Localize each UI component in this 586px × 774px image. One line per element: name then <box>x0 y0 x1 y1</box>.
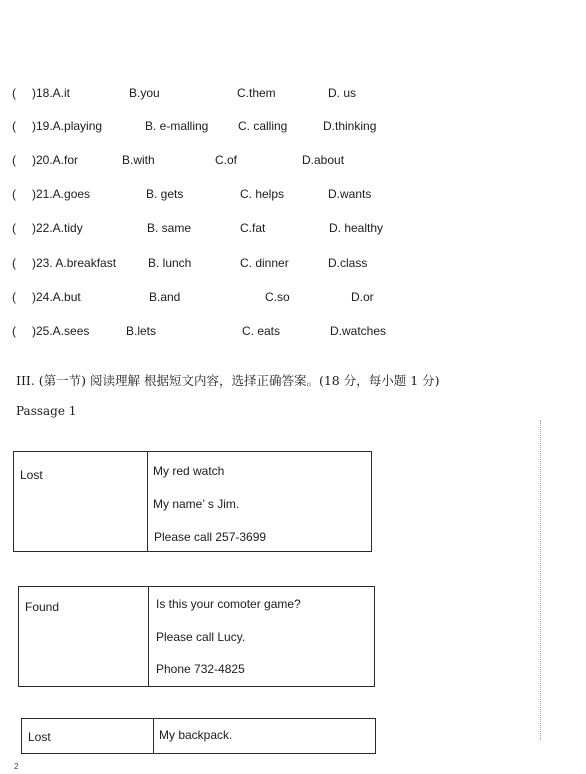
answer-paren: ( <box>12 119 16 133</box>
question-19 <box>0 119 586 139</box>
passage-title: Passage 1 <box>16 404 77 418</box>
option-a: )23. A.breakfast <box>32 256 117 270</box>
option-a: )25.A.sees <box>32 324 90 338</box>
notice-line: My name’ s Jim. <box>153 497 240 511</box>
answer-paren: ( <box>12 86 16 100</box>
notice-line: My backpack. <box>159 728 233 742</box>
notice-divider <box>148 587 149 686</box>
option-a: )21.A.goes <box>32 187 91 201</box>
option-b: B.lets <box>126 324 157 338</box>
notice-divider <box>153 719 154 753</box>
notice-line: Please call 257-3699 <box>154 530 267 544</box>
option-c: C.fat <box>240 221 266 235</box>
notice-kind: Lost <box>20 468 43 482</box>
option-c: C. eats <box>242 324 281 338</box>
option-c: C. dinner <box>240 256 289 270</box>
answer-paren: ( <box>12 153 16 167</box>
question-23 <box>0 256 586 276</box>
notice-kind: Found <box>25 600 60 614</box>
option-b: B.you <box>129 86 160 100</box>
notice-line: Phone 732-4825 <box>156 662 245 676</box>
question-24 <box>0 290 586 310</box>
notice-line: Is this your comoter game? <box>156 597 301 611</box>
option-d: D.watches <box>330 324 387 338</box>
answer-paren: ( <box>12 324 16 338</box>
answer-paren: ( <box>12 256 16 270</box>
question-21 <box>0 187 586 207</box>
notice-lost-watch <box>13 451 372 552</box>
option-c: C.them <box>237 86 276 100</box>
option-a: )19.A.playing <box>32 119 103 133</box>
option-a: )18.A.it <box>32 86 71 100</box>
option-c: C. helps <box>240 187 285 201</box>
question-18 <box>0 86 586 106</box>
option-d: D.thinking <box>323 119 377 133</box>
notice-line: My red watch <box>153 464 225 478</box>
question-25 <box>0 324 586 344</box>
section-heading: III. (第一节) 阅读理解 根据短文内容，选择正确答案。(18 分，每小题 1 分) <box>16 373 440 388</box>
option-a: )22.A.tidy <box>32 221 83 235</box>
option-b: B.with <box>122 153 155 167</box>
answer-paren: ( <box>12 221 16 235</box>
option-d: D.wants <box>328 187 372 201</box>
option-b: B. lunch <box>148 256 192 270</box>
option-d: D. healthy <box>329 221 384 235</box>
margin-dotted-line <box>540 420 542 740</box>
option-c: C. calling <box>238 119 288 133</box>
option-a: )20.A.for <box>32 153 79 167</box>
option-a: )24.A.but <box>32 290 81 304</box>
notice-found-game <box>18 586 375 687</box>
answer-paren: ( <box>12 187 16 201</box>
notice-divider <box>147 452 148 551</box>
option-d: D.class <box>328 256 368 270</box>
notice-line: Please call Lucy. <box>156 630 246 644</box>
option-b: B. same <box>147 221 192 235</box>
notice-lost-backpack <box>21 718 376 754</box>
page-number: 2 <box>14 762 19 771</box>
option-b: B.and <box>149 290 181 304</box>
option-c: C.so <box>265 290 290 304</box>
option-d: D.about <box>302 153 345 167</box>
answer-paren: ( <box>12 290 16 304</box>
option-b: B. gets <box>146 187 184 201</box>
option-d: D.or <box>351 290 374 304</box>
question-20 <box>0 153 586 173</box>
option-b: B. e-malling <box>145 119 209 133</box>
option-d: D. us <box>328 86 357 100</box>
question-22 <box>0 221 586 241</box>
option-c: C.of <box>215 153 238 167</box>
notice-kind: Lost <box>28 730 51 744</box>
